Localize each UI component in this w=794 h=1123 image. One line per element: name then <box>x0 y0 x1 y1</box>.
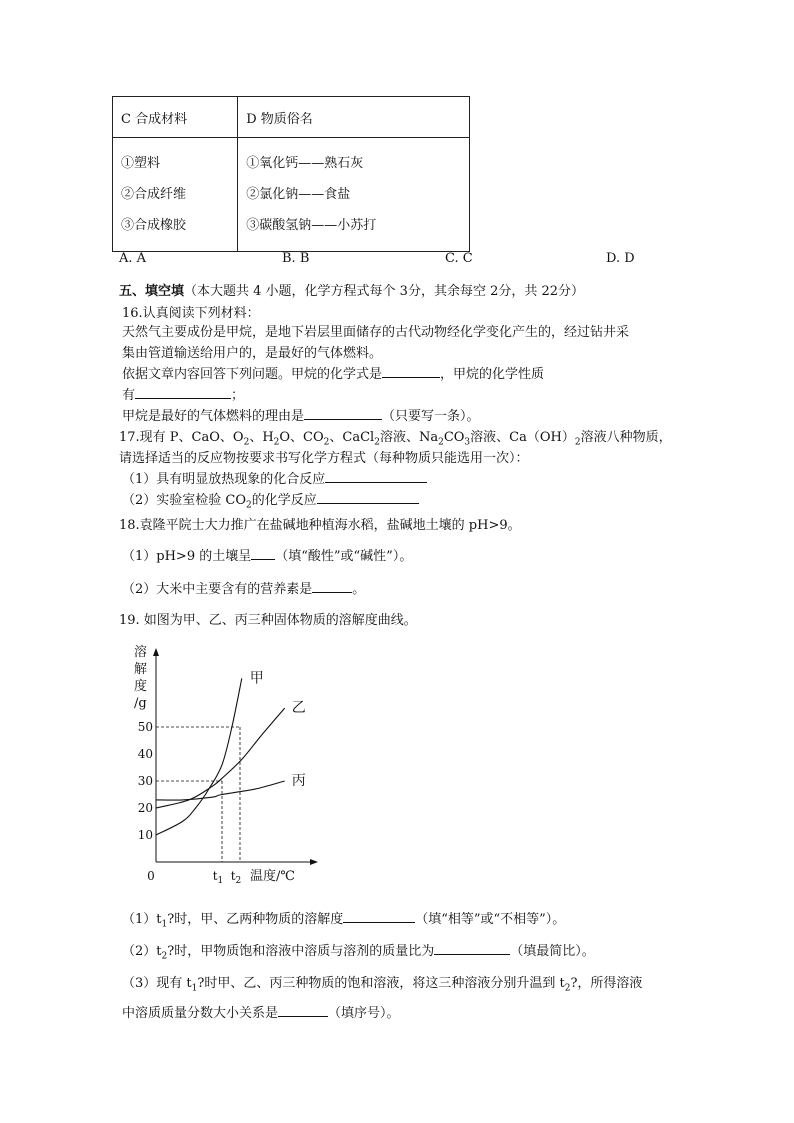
q17-sub: 3 <box>464 437 471 448</box>
q19-item3-blank[interactable] <box>278 1002 328 1017</box>
q19-sub: 1 <box>161 919 168 930</box>
q19-item1-blank[interactable] <box>343 908 415 923</box>
q19-sub: 2 <box>564 983 571 994</box>
q17-item2-text: （2）实验室检验 CO <box>122 493 247 508</box>
q19-item3-text: （填序号）。 <box>328 1006 400 1021</box>
y-tick-label: 30 <box>137 774 153 788</box>
q18-item1 <box>122 545 412 564</box>
q16-question-line2 <box>122 384 244 403</box>
q19-item2-blank[interactable] <box>434 940 510 955</box>
y-axis-label: 解 <box>134 662 148 677</box>
list-item: ③合成橡胶 <box>121 218 187 233</box>
series-label: 丙 <box>291 773 306 789</box>
section-heading <box>119 280 584 299</box>
q16-ask3: 甲烷是最好的气体燃料的理由是 <box>122 409 305 424</box>
q19-item3-line1 <box>122 972 642 994</box>
q17-item2 <box>122 489 419 511</box>
col-d-header: D 物质俗名 <box>238 97 470 138</box>
q18-item2-text: 。 <box>352 582 366 597</box>
q19-item1-text: （填“相等”或“不相等”）。 <box>415 912 566 927</box>
x-tick-label: $t_2$ <box>230 869 242 886</box>
q17-sub: 2 <box>243 437 250 448</box>
choice-a[interactable]: A. A <box>119 251 147 266</box>
q17-text: 溶液八种物质， <box>580 430 672 445</box>
q19-item1 <box>122 908 565 930</box>
q17-sub: 2 <box>574 437 581 448</box>
q18-stem: 18.袁隆平院士大力推广在盐碱地种植海水稻，盐碱地土壤的 pH>9。 <box>119 518 521 533</box>
q19-item2 <box>122 940 595 962</box>
y-tick-label: 50 <box>137 720 153 734</box>
q16-para-line2: 集由管道输送给用户的，是最好的气体燃料。 <box>122 346 383 361</box>
q19-item3-text: （3）现有 t <box>122 976 192 991</box>
q19-item2-text: （填最简比）。 <box>510 944 595 959</box>
y-axis-label: 度 <box>134 679 148 694</box>
solubility-chart <box>126 640 326 890</box>
q18-item1-text: （1）pH>9 的土壤呈 <box>122 549 252 564</box>
q19-item1-text: ?时，甲、乙两种物质的溶解度 <box>167 912 344 927</box>
q19-sub: 1 <box>191 983 198 994</box>
y-axis-label: 溶 <box>134 645 148 660</box>
q16-property-blank[interactable] <box>135 384 231 399</box>
series-label: 乙 <box>291 700 306 717</box>
q18-item2-text: （2）大米中主要含有的营养素是 <box>122 582 313 597</box>
q17-stem <box>119 426 672 448</box>
y-tick-label: 20 <box>137 801 153 815</box>
y-axis-arrow-icon <box>153 648 159 656</box>
q19-sub: 2 <box>161 951 168 962</box>
q17-item1-blank[interactable] <box>325 468 427 483</box>
q16-ask1b: ，甲烷的化学性质 <box>440 367 545 382</box>
q17-item1-text: （1）具有明显放热现象的化合反应 <box>122 472 326 487</box>
q18-item1-text: （填“酸性”或“碱性”）。 <box>275 549 413 564</box>
list-item: ③碳酸氢钠——小苏打 <box>246 218 377 233</box>
q16-formula-blank[interactable] <box>382 363 440 378</box>
q16-ask3b: （只要写一条）。 <box>382 409 480 424</box>
q17-item2-blank[interactable] <box>317 489 419 504</box>
q17-text: 17.现有 P、CaO、O <box>119 430 244 445</box>
choice-c[interactable]: C. C <box>445 251 473 266</box>
q17-text: 、CaCl <box>329 430 375 445</box>
q17-sub: 2 <box>323 437 330 448</box>
list-item: ②合成纤维 <box>121 187 187 202</box>
origin-label: 0 <box>147 869 155 883</box>
q17-item1 <box>122 468 427 487</box>
list-item: ①氧化钙——熟石灰 <box>246 156 364 171</box>
q19-item3-text: ?时甲、乙、丙三种物质的饱和溶液，将这三种溶液分别升温到 t <box>197 976 565 991</box>
q19-item2-text: ?时，甲物质饱和溶液中溶质与溶剂的质量比为 <box>167 944 435 959</box>
q19-item2-text: （2）t <box>122 944 162 959</box>
q18-item1-blank[interactable] <box>251 545 275 560</box>
q17-text: 、H <box>249 430 274 445</box>
section-note: （本大题共 4 小题，化学方程式每个 3分，其余每空 2分，共 22分） <box>184 284 585 299</box>
q19-item3-text: ?，所得溶液 <box>570 976 643 991</box>
series-label: 甲 <box>249 670 264 687</box>
series-line <box>156 708 285 808</box>
choice-b[interactable]: B. B <box>282 251 310 266</box>
x-tick-label: $t_1$ <box>212 869 224 886</box>
x-axis-label: 温度/℃ <box>250 869 295 884</box>
q16-question-line1 <box>122 363 544 382</box>
q16-ask1: 依据文章内容回答下列问题。甲烷的化学式是 <box>122 367 383 382</box>
q16-stem: 16.认真阅读下列材料： <box>122 306 260 321</box>
x-axis-arrow-icon <box>310 859 318 865</box>
q19-stem: 19. 如图为甲、乙、丙三种固体物质的溶解度曲线。 <box>119 613 417 628</box>
q16-question-line3 <box>122 405 480 424</box>
series-line <box>156 678 242 835</box>
q17-item2-text: 的化学反应 <box>251 493 317 508</box>
options-table <box>112 96 470 252</box>
q17-sub: 2 <box>273 437 280 448</box>
section-title: 五、填空填 <box>119 284 185 299</box>
q17-text: CO <box>443 430 465 445</box>
q17-text: O、CO <box>279 430 324 445</box>
col-c-header: C 合成材料 <box>113 97 238 138</box>
choice-d[interactable]: D. D <box>606 251 635 266</box>
col-c-cell <box>113 138 238 252</box>
y-axis-label: /g <box>134 696 147 711</box>
q17-text: 溶液、Ca（OH） <box>470 430 575 445</box>
q17-sub: 2 <box>438 437 444 448</box>
series-line <box>156 781 285 800</box>
q17-sub: 2 <box>374 437 380 448</box>
q18-item2-blank[interactable] <box>312 578 352 593</box>
q18-item2 <box>122 578 365 597</box>
q17-sub: 2 <box>246 500 252 511</box>
q17-text: 溶液、Na <box>379 430 439 445</box>
q17-instruction: 请选择适当的反应物按要求书写化学方程式（每种物质只能选用一次）： <box>119 451 529 466</box>
q16-ask2: 有 <box>122 388 136 403</box>
q16-ask2b: ； <box>231 388 245 403</box>
col-d-cell <box>238 138 470 252</box>
q19-item3-line2 <box>122 1002 400 1021</box>
y-tick-label: 10 <box>137 828 153 842</box>
list-item: ①塑料 <box>121 156 161 171</box>
q19-item3-text: 中溶质质量分数大小关系是 <box>122 1006 279 1021</box>
q16-para-line1: 天然气主要成份是甲烷，是地下岩层里面储存的古代动物经化学变化产生的，经过钻井采 <box>122 325 630 340</box>
q16-reason-blank[interactable] <box>304 405 382 420</box>
q19-item1-text: （1）t <box>122 912 162 927</box>
y-tick-label: 40 <box>137 747 153 761</box>
list-item: ②氯化钠——食盐 <box>246 187 351 202</box>
